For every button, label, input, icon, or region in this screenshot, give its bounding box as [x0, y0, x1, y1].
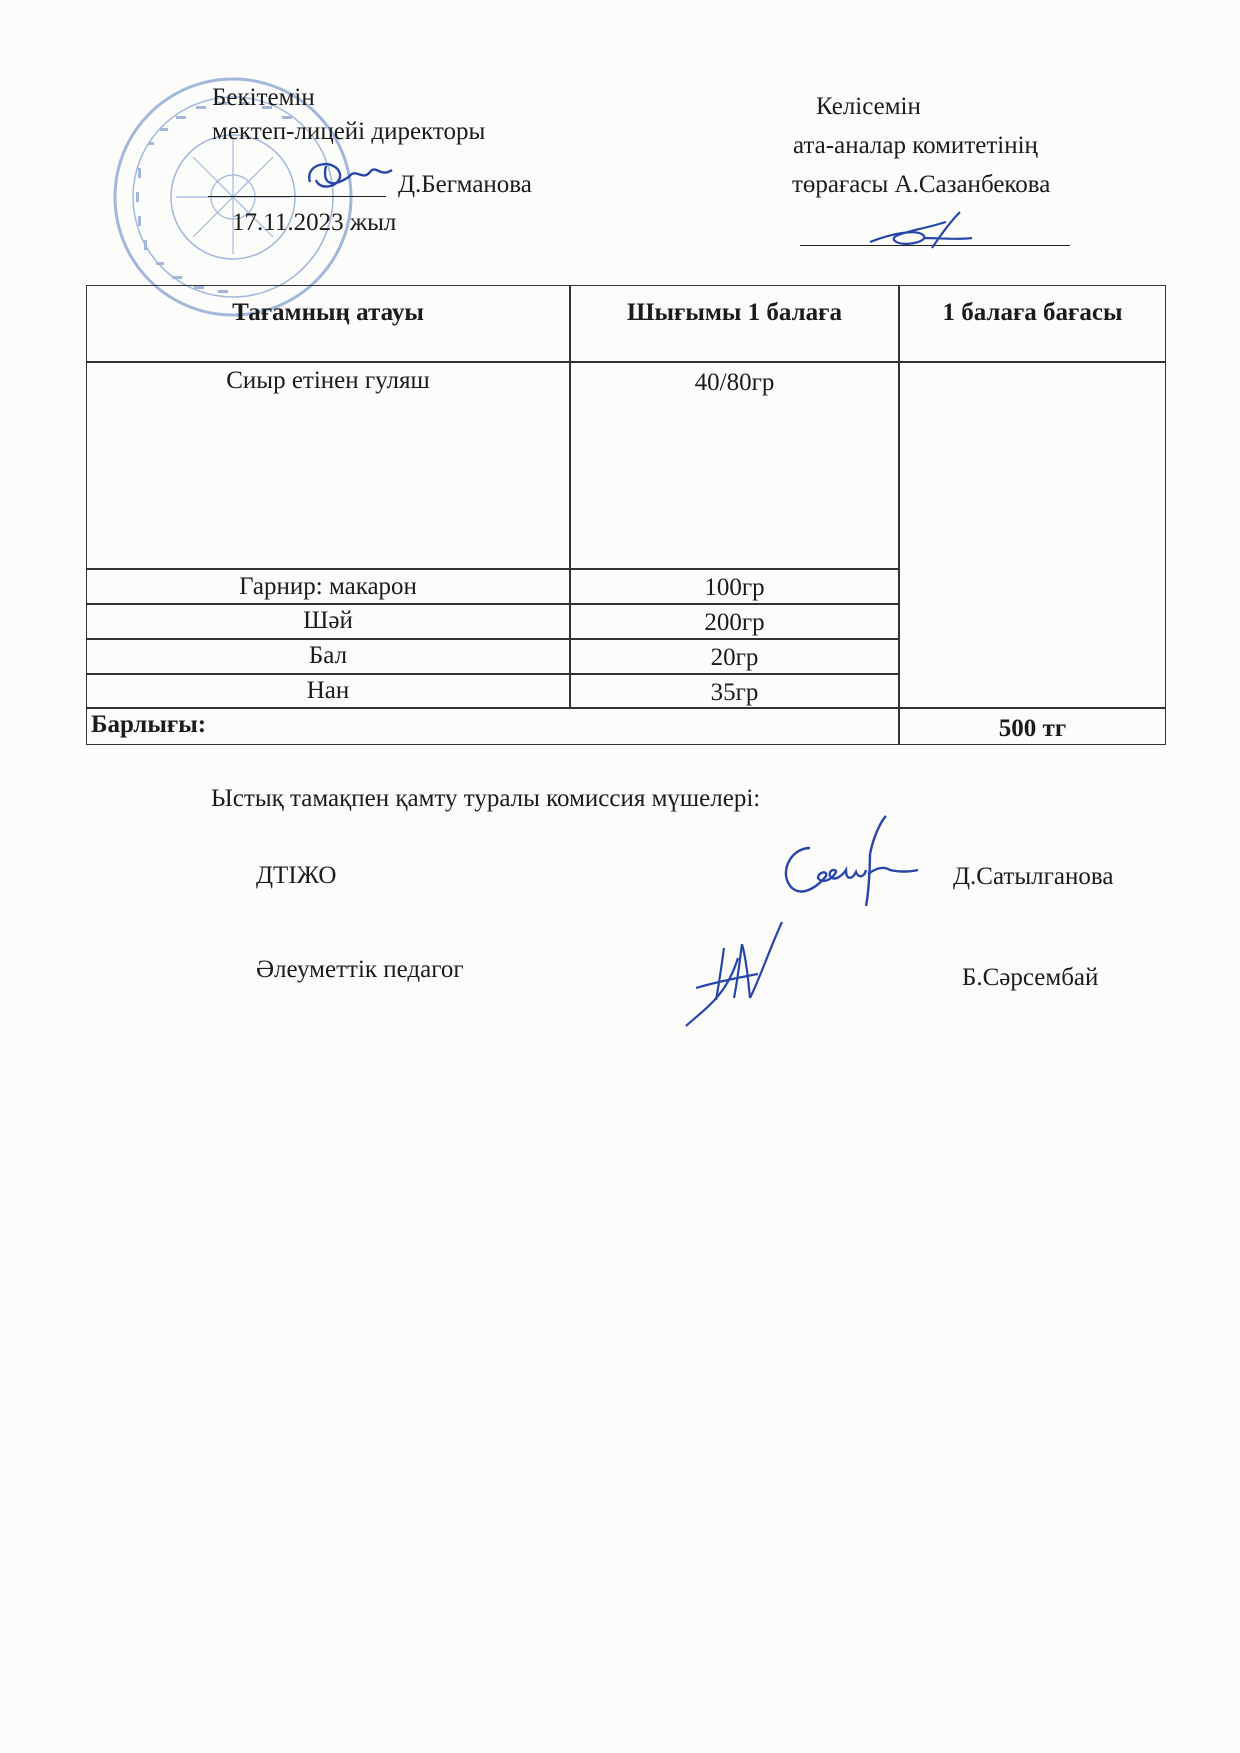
agree-name: төрағасы А.Сазанбекова — [792, 171, 1051, 198]
row-5-name: Нан — [306, 677, 350, 704]
header-cell-price — [899, 285, 1166, 362]
row-4-yield: 20гр — [710, 644, 759, 671]
row-3-yield: 200гр — [704, 609, 765, 636]
agree-title: Келісемін — [816, 93, 921, 120]
total-value-cell — [899, 708, 1166, 745]
total-label-cell — [86, 708, 899, 745]
header-cell-name — [86, 285, 570, 362]
header-yield: Шығымы 1 балаға — [627, 299, 842, 326]
row-4-name: Бал — [308, 642, 348, 669]
table-row-2-yield-cell — [570, 569, 899, 604]
row-1-name: Сиыр етінен гуляш — [226, 367, 430, 394]
row-3-name: Шәй — [303, 607, 353, 634]
member-1-signature — [770, 814, 920, 910]
row-2-name: Гарнир: макарон — [239, 573, 417, 600]
table-row-1-yield-cell — [570, 362, 899, 569]
table-row-5-yield-cell — [570, 674, 899, 708]
director-name: Д.Бегманова — [398, 171, 532, 198]
header-price: 1 балаға бағасы — [942, 299, 1123, 326]
table-row-3-name-cell — [86, 604, 570, 639]
row-5-yield: 35гр — [710, 679, 759, 706]
approve-date: 17.11.2023 жыл — [232, 209, 397, 236]
table-row-4-yield-cell — [570, 639, 899, 674]
member-1-name: Д.Сатылганова — [953, 863, 1114, 890]
member-2-signature — [676, 918, 796, 1030]
member-1-role: ДТІЖО — [256, 862, 337, 889]
table-row-2-name-cell — [86, 569, 570, 604]
member-2-name: Б.Сәрсембай — [962, 964, 1099, 991]
total-label: Барлығы: — [91, 711, 207, 738]
approve-title: Бекітемін — [212, 84, 315, 111]
header-cell-yield — [570, 285, 899, 362]
table-row-5-name-cell — [86, 674, 570, 708]
price-merged-cell — [899, 362, 1166, 708]
table-row-1-name-cell — [86, 362, 570, 569]
agree-position: ата-аналар комитетінің — [793, 132, 1038, 159]
menu-table — [86, 285, 1166, 745]
header-name: Тағамның атауы — [232, 299, 424, 326]
commission-title: Ыстық тамақпен қамту туралы комиссия мүшелері: — [211, 785, 761, 812]
director-signature — [300, 152, 396, 208]
total-value: 500 тг — [998, 715, 1067, 742]
committee-signature — [860, 208, 980, 268]
row-1-yield: 40/80гр — [694, 369, 775, 396]
table-row-3-yield-cell — [570, 604, 899, 639]
member-2-role: Әлеуметтік педагог — [256, 956, 464, 983]
table-row-4-name-cell — [86, 639, 570, 674]
row-2-yield: 100гр — [704, 574, 765, 601]
approve-position: мектеп-лицейі директоры — [212, 118, 486, 145]
